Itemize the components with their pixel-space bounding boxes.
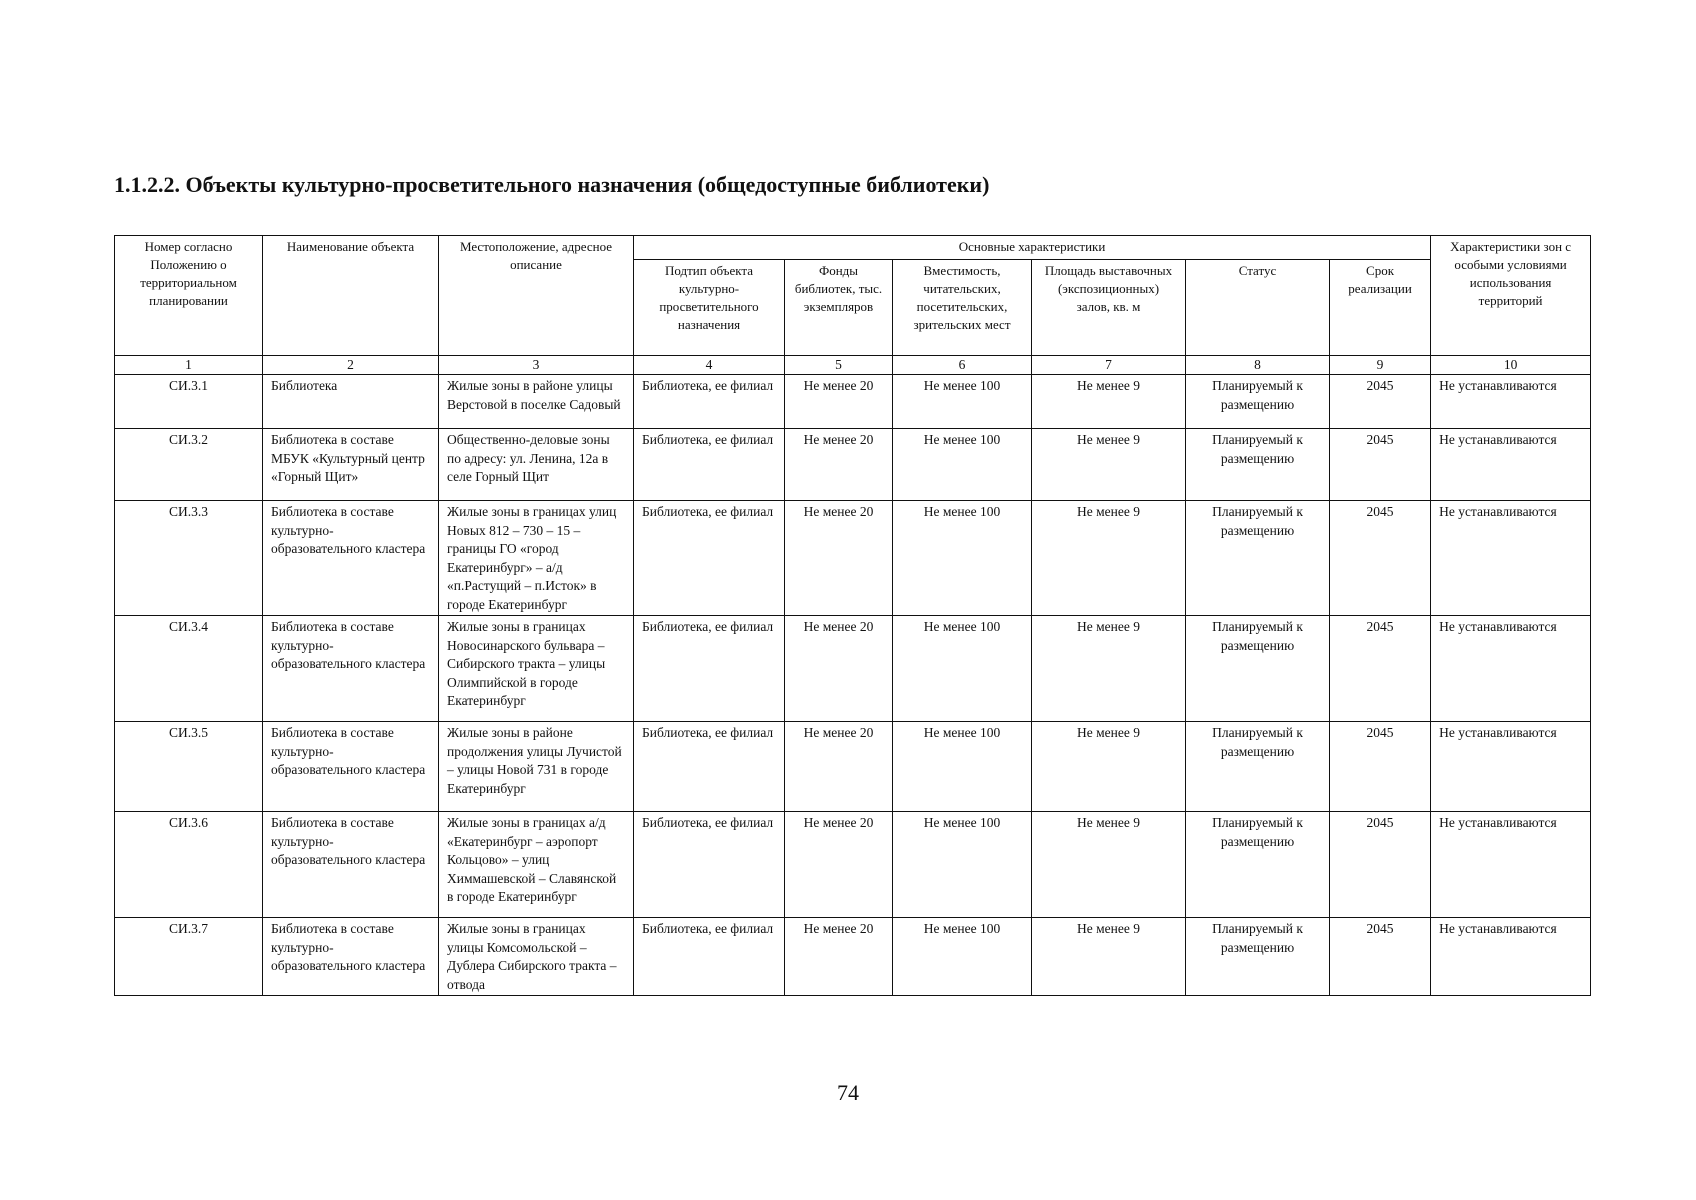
table-body: [115, 356, 1591, 996]
cell-zones: Не устанавливаются: [1431, 722, 1591, 812]
cell-name: Библиотека: [263, 375, 439, 429]
cell-name: Библиотека в составе культурно-образовательного кластера: [263, 501, 439, 616]
cell-status: Планируемый к размещению: [1186, 501, 1330, 616]
table-row: [115, 918, 1591, 996]
cell-funds: Не менее 20: [785, 501, 893, 616]
cell-funds: Не менее 20: [785, 429, 893, 501]
header-area: Площадь выставочных (экспозиционных) залов, кв. м: [1032, 260, 1186, 356]
cell-subtype: Библиотека, ее филиал: [634, 722, 785, 812]
cell-area: Не менее 9: [1032, 918, 1186, 996]
cell-location: Жилые зоны в районе продолжения улицы Лучистой – улицы Новой 731 в городе Екатеринбург: [439, 722, 634, 812]
cell-area: Не менее 9: [1032, 812, 1186, 918]
cell-location: Общественно-деловые зоны по адресу: ул. Ленина, 12а в селе Горный Щит: [439, 429, 634, 501]
cell-capacity: Не менее 100: [893, 918, 1032, 996]
cell-status: Планируемый к размещению: [1186, 918, 1330, 996]
cell-capacity: Не менее 100: [893, 501, 1032, 616]
cell-number: СИ.3.2: [115, 429, 263, 501]
cell-location: Жилые зоны в границах Новосинарского бульвара – Сибирского тракта – улицы Олимпийской в городе Екатеринбург: [439, 616, 634, 722]
table-row: [115, 812, 1591, 918]
cell-zones: Не устанавливаются: [1431, 375, 1591, 429]
page-number: 74: [837, 1080, 859, 1105]
cell-term: 2045: [1330, 812, 1431, 918]
header-subtype: Подтип объекта культурно-просветительного назначения: [634, 260, 785, 356]
cell-status: Планируемый к размещению: [1186, 722, 1330, 812]
cell-area: Не менее 9: [1032, 501, 1186, 616]
cell-term: 2045: [1330, 616, 1431, 722]
cell-subtype: Библиотека, ее филиал: [634, 616, 785, 722]
table-row: [115, 501, 1591, 616]
cell-number: СИ.3.3: [115, 501, 263, 616]
header-main-characteristics: Основные характеристики: [634, 236, 1431, 260]
column-number: 7: [1032, 356, 1186, 375]
page-title: 1.1.2.2. Объекты культурно-просветительного назначения (общедоступные библиотеки): [114, 172, 990, 197]
table-header: [115, 236, 1591, 356]
cell-capacity: Не менее 100: [893, 616, 1032, 722]
column-numbers-row: [115, 356, 1591, 375]
cell-capacity: Не менее 100: [893, 812, 1032, 918]
objects-table-container: [114, 235, 1590, 996]
column-number: 1: [115, 356, 263, 375]
table-row: [115, 375, 1591, 429]
cell-funds: Не менее 20: [785, 722, 893, 812]
cell-status: Планируемый к размещению: [1186, 616, 1330, 722]
cell-funds: Не менее 20: [785, 918, 893, 996]
cell-capacity: Не менее 100: [893, 722, 1032, 812]
table-row: [115, 429, 1591, 501]
objects-table: [114, 235, 1591, 996]
cell-number: СИ.3.5: [115, 722, 263, 812]
cell-status: Планируемый к размещению: [1186, 429, 1330, 501]
column-number: 3: [439, 356, 634, 375]
cell-name: Библиотека в составе МБУК «Культурный центр «Горный Щит»: [263, 429, 439, 501]
table-row: [115, 616, 1591, 722]
cell-number: СИ.3.6: [115, 812, 263, 918]
header-term: Срок реализации: [1330, 260, 1431, 356]
cell-subtype: Библиотека, ее филиал: [634, 501, 785, 616]
cell-number: СИ.3.1: [115, 375, 263, 429]
cell-zones: Не устанавливаются: [1431, 501, 1591, 616]
cell-subtype: Библиотека, ее филиал: [634, 375, 785, 429]
cell-name: Библиотека в составе культурно-образовательного кластера: [263, 812, 439, 918]
cell-term: 2045: [1330, 722, 1431, 812]
cell-name: Библиотека в составе культурно-образовательного кластера: [263, 616, 439, 722]
column-number: 10: [1431, 356, 1591, 375]
table-row: [115, 722, 1591, 812]
cell-zones: Не устанавливаются: [1431, 918, 1591, 996]
cell-status: Планируемый к размещению: [1186, 375, 1330, 429]
cell-area: Не менее 9: [1032, 722, 1186, 812]
header-row-1: [115, 236, 1591, 260]
cell-area: Не менее 9: [1032, 616, 1186, 722]
cell-area: Не менее 9: [1032, 375, 1186, 429]
cell-capacity: Не менее 100: [893, 375, 1032, 429]
cell-term: 2045: [1330, 375, 1431, 429]
cell-number: СИ.3.4: [115, 616, 263, 722]
cell-funds: Не менее 20: [785, 616, 893, 722]
cell-area: Не менее 9: [1032, 429, 1186, 501]
header-zones: Характеристики зон с особыми условиями использования территорий: [1431, 236, 1591, 356]
cell-zones: Не устанавливаются: [1431, 812, 1591, 918]
cell-capacity: Не менее 100: [893, 429, 1032, 501]
header-number: Номер согласно Положению о территориальном планировании: [115, 236, 263, 356]
cell-term: 2045: [1330, 918, 1431, 996]
column-number: 5: [785, 356, 893, 375]
cell-zones: Не устанавливаются: [1431, 429, 1591, 501]
column-number: 4: [634, 356, 785, 375]
cell-subtype: Библиотека, ее филиал: [634, 918, 785, 996]
header-status: Статус: [1186, 260, 1330, 356]
cell-location: Жилые зоны в границах улиц Новых 812 – 730 – 15 – границы ГО «город Екатеринбург» – а/д «п.Растущий – п.Исток» в городе Екатеринбург: [439, 501, 634, 616]
cell-funds: Не менее 20: [785, 375, 893, 429]
column-number: 8: [1186, 356, 1330, 375]
cell-zones: Не устанавливаются: [1431, 616, 1591, 722]
cell-subtype: Библиотека, ее филиал: [634, 812, 785, 918]
header-capacity: Вместимость, читательских, посетительских, зрительских мест: [893, 260, 1032, 356]
cell-location: Жилые зоны в районе улицы Верстовой в поселке Садовый: [439, 375, 634, 429]
column-number: 2: [263, 356, 439, 375]
cell-number: СИ.3.7: [115, 918, 263, 996]
cell-name: Библиотека в составе культурно-образовательного кластера: [263, 918, 439, 996]
cell-term: 2045: [1330, 429, 1431, 501]
cell-name: Библиотека в составе культурно-образовательного кластера: [263, 722, 439, 812]
header-funds: Фонды библиотек, тыс. экземпляров: [785, 260, 893, 356]
column-number: 6: [893, 356, 1032, 375]
column-number: 9: [1330, 356, 1431, 375]
header-location: Местоположение, адресное описание: [439, 236, 634, 356]
cell-funds: Не менее 20: [785, 812, 893, 918]
cell-location: Жилые зоны в границах а/д «Екатеринбург – аэропорт Кольцово» – улиц Химмашевской – Славянской в городе Екатеринбург: [439, 812, 634, 918]
cell-status: Планируемый к размещению: [1186, 812, 1330, 918]
header-name: Наименование объекта: [263, 236, 439, 356]
cell-term: 2045: [1330, 501, 1431, 616]
cell-subtype: Библиотека, ее филиал: [634, 429, 785, 501]
cell-location: Жилые зоны в границах улицы Комсомольской – Дублера Сибирского тракта – отвода: [439, 918, 634, 996]
